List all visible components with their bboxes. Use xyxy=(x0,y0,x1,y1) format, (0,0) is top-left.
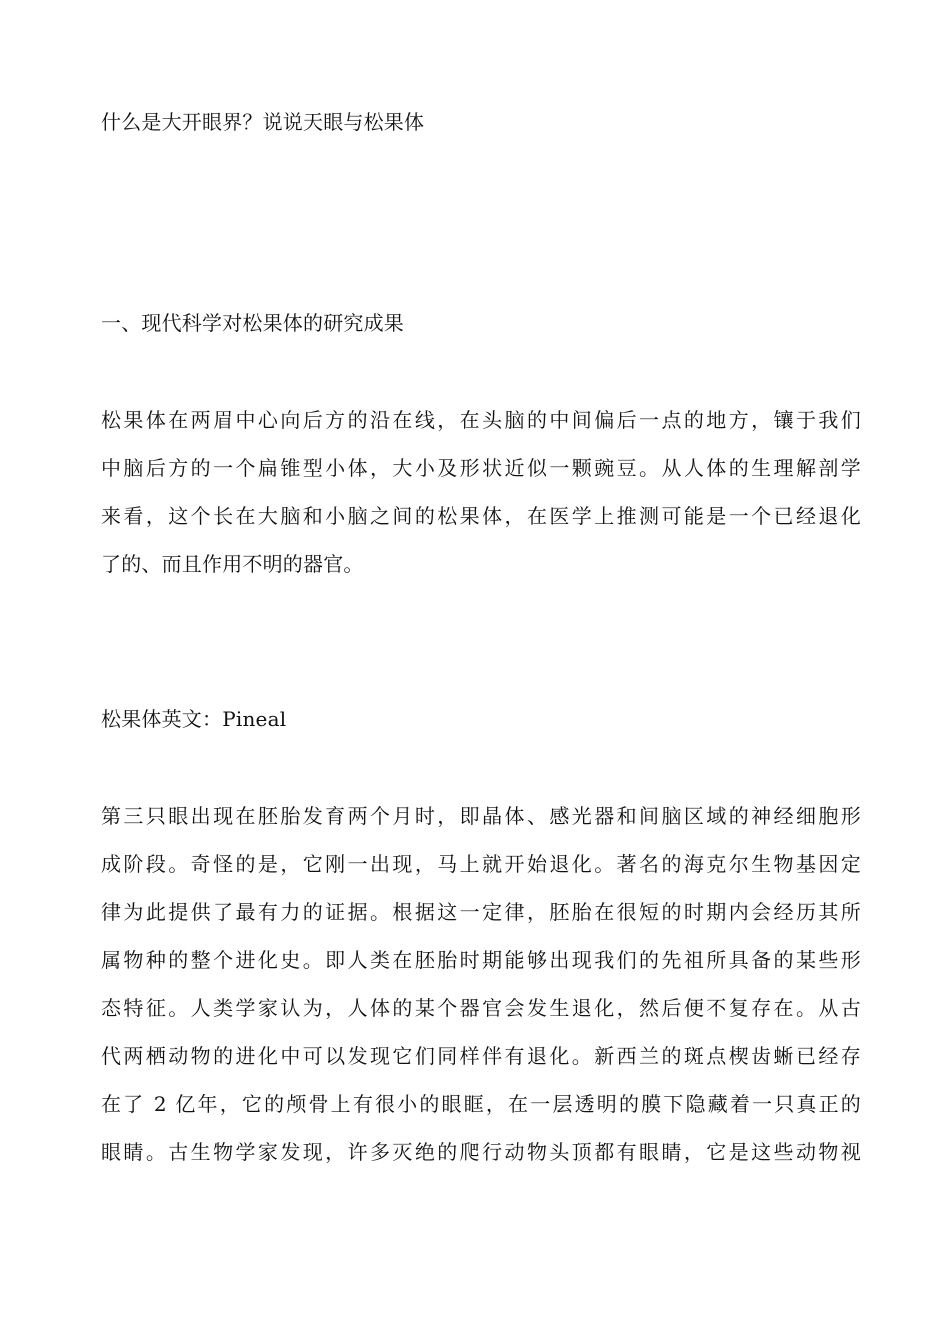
document-title: 什么是大开眼界？说说天眼与松果体 xyxy=(101,110,425,134)
section-heading: 一、现代科学对松果体的研究成果 xyxy=(101,311,404,335)
paragraph-line: 中脑后方的一个扁锥型小体，大小及形状近似一颗豌豆。从人体的生理解剖学 xyxy=(101,456,861,480)
paragraph-line: 态特征。人类学家认为，人体的某个器官会发生退化，然后便不复存在。从古 xyxy=(101,996,861,1020)
paragraph-line: 律为此提供了最有力的证据。根据这一定律，胚胎在很短的时期内会经历其所 xyxy=(101,900,861,924)
paragraph-line: 眼睛。古生物学家发现，许多灭绝的爬行动物头顶都有眼睛，它是这些动物视 xyxy=(101,1140,861,1164)
paragraph-line: 来看，这个长在大脑和小脑之间的松果体，在医学上推测可能是一个已经退化 xyxy=(101,504,861,528)
paragraph-line: 属物种的整个进化史。即人类在胚胎时期能够出现我们的先祖所具备的某些形 xyxy=(101,948,861,972)
paragraph-line: 松果体在两眉中心向后方的沿在线，在头脑的中间偏后一点的地方，镶于我们 xyxy=(101,408,861,432)
paragraph-line: 代两栖动物的进化中可以发现它们同样伴有退化。新西兰的斑点楔齿蜥已经存 xyxy=(101,1044,861,1068)
paragraph-line: 第三只眼出现在胚胎发育两个月时，即晶体、感光器和间脑区域的神经细胞形 xyxy=(101,804,861,828)
english-name-line: 松果体英文：Pineal xyxy=(101,707,287,731)
paragraph-line: 在了 2 亿年，它的颅骨上有很小的眼眶，在一层透明的膜下隐藏着一只真正的 xyxy=(101,1092,861,1116)
paragraph-line: 成阶段。奇怪的是，它刚一出现，马上就开始退化。著名的海克尔生物基因定 xyxy=(101,852,861,876)
paragraph-line: 了的、而且作用不明的器官。 xyxy=(101,552,364,576)
